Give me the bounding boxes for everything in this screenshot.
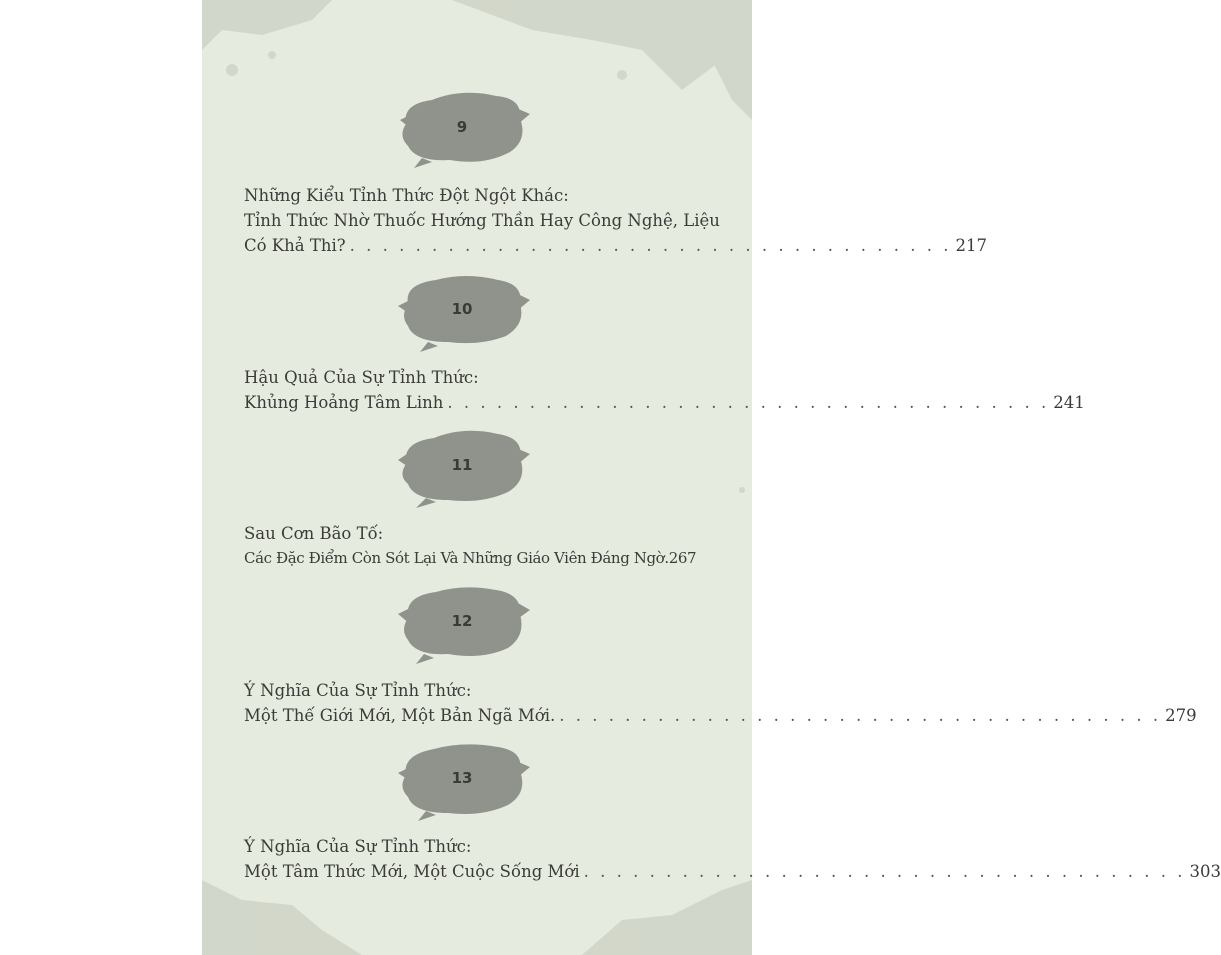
dot-leader: . . . . . . . . . . . . . . . . . . . . . . . . . . . . . . . . . . . . .	[559, 706, 1162, 725]
toc-line	[244, 549, 697, 573]
toc-title-line: Một Thế Giới Mới, Một Bản Ngã Mới.	[244, 706, 556, 725]
page-number: 217	[955, 236, 987, 255]
toc-title-line: Hậu Quả Của Sự Tỉnh Thức:	[244, 368, 479, 387]
chapter-number: 13	[451, 769, 473, 787]
toc-line	[244, 862, 1221, 886]
toc-title-line: Khủng Hoảng Tâm Linh	[244, 393, 444, 412]
toc-title-line: Tỉnh Thức Nhờ Thuốc Hướng Thần Hay Công Nghệ, Liệu	[244, 211, 720, 230]
chapter-number: 12	[451, 612, 473, 630]
toc-title-line: Ý Nghĩa Của Sự Tỉnh Thức:	[244, 837, 472, 856]
chapter-badge-12	[392, 578, 532, 664]
chapter-number: 9	[456, 118, 468, 136]
toc-line	[244, 393, 1085, 417]
page-number: 303	[1189, 862, 1221, 881]
toc-title-line: Ý Nghĩa Của Sự Tỉnh Thức:	[244, 681, 472, 700]
page-number: 279	[1165, 706, 1197, 725]
toc-title-line: Có Khả Thi?	[244, 236, 346, 255]
toc-line	[244, 236, 987, 260]
toc-title-line: Một Tâm Thức Mới, Một Cuộc Sống Mới	[244, 862, 580, 881]
chapter-badge-10	[392, 266, 532, 352]
page-number: 267	[668, 549, 697, 567]
toc-title-line: Những Kiểu Tỉnh Thức Đột Ngột Khác:	[244, 186, 569, 205]
dot-leader: . . . . . . . . . . . . . . . . . . . . . . . . . . . . . . . . . . . . .	[349, 236, 952, 255]
chapter-number: 10	[451, 300, 473, 318]
chapter-number: 11	[451, 456, 473, 474]
dot-leader: . . . . . . . . . . . . . . . . . . . . . . . . . . . . . . . . . . . . .	[447, 393, 1050, 412]
toc-line	[244, 706, 1197, 730]
page-number: 241	[1053, 393, 1085, 412]
toc-title-line: Sau Cơn Bão Tố:	[244, 524, 384, 543]
chapter-badge-13	[392, 735, 532, 821]
book-page	[202, 0, 1221, 955]
toc-title-line: Các Đặc Điểm Còn Sót Lại Và Những Giáo Viên Đáng Ngờ.	[244, 549, 669, 567]
chapter-badge-11	[392, 422, 532, 508]
dot-leader: . . . . . . . . . . . . . . . . . . . . . . . . . . . . . . . . . . . . .	[583, 862, 1186, 881]
chapter-badge-9	[392, 84, 532, 170]
